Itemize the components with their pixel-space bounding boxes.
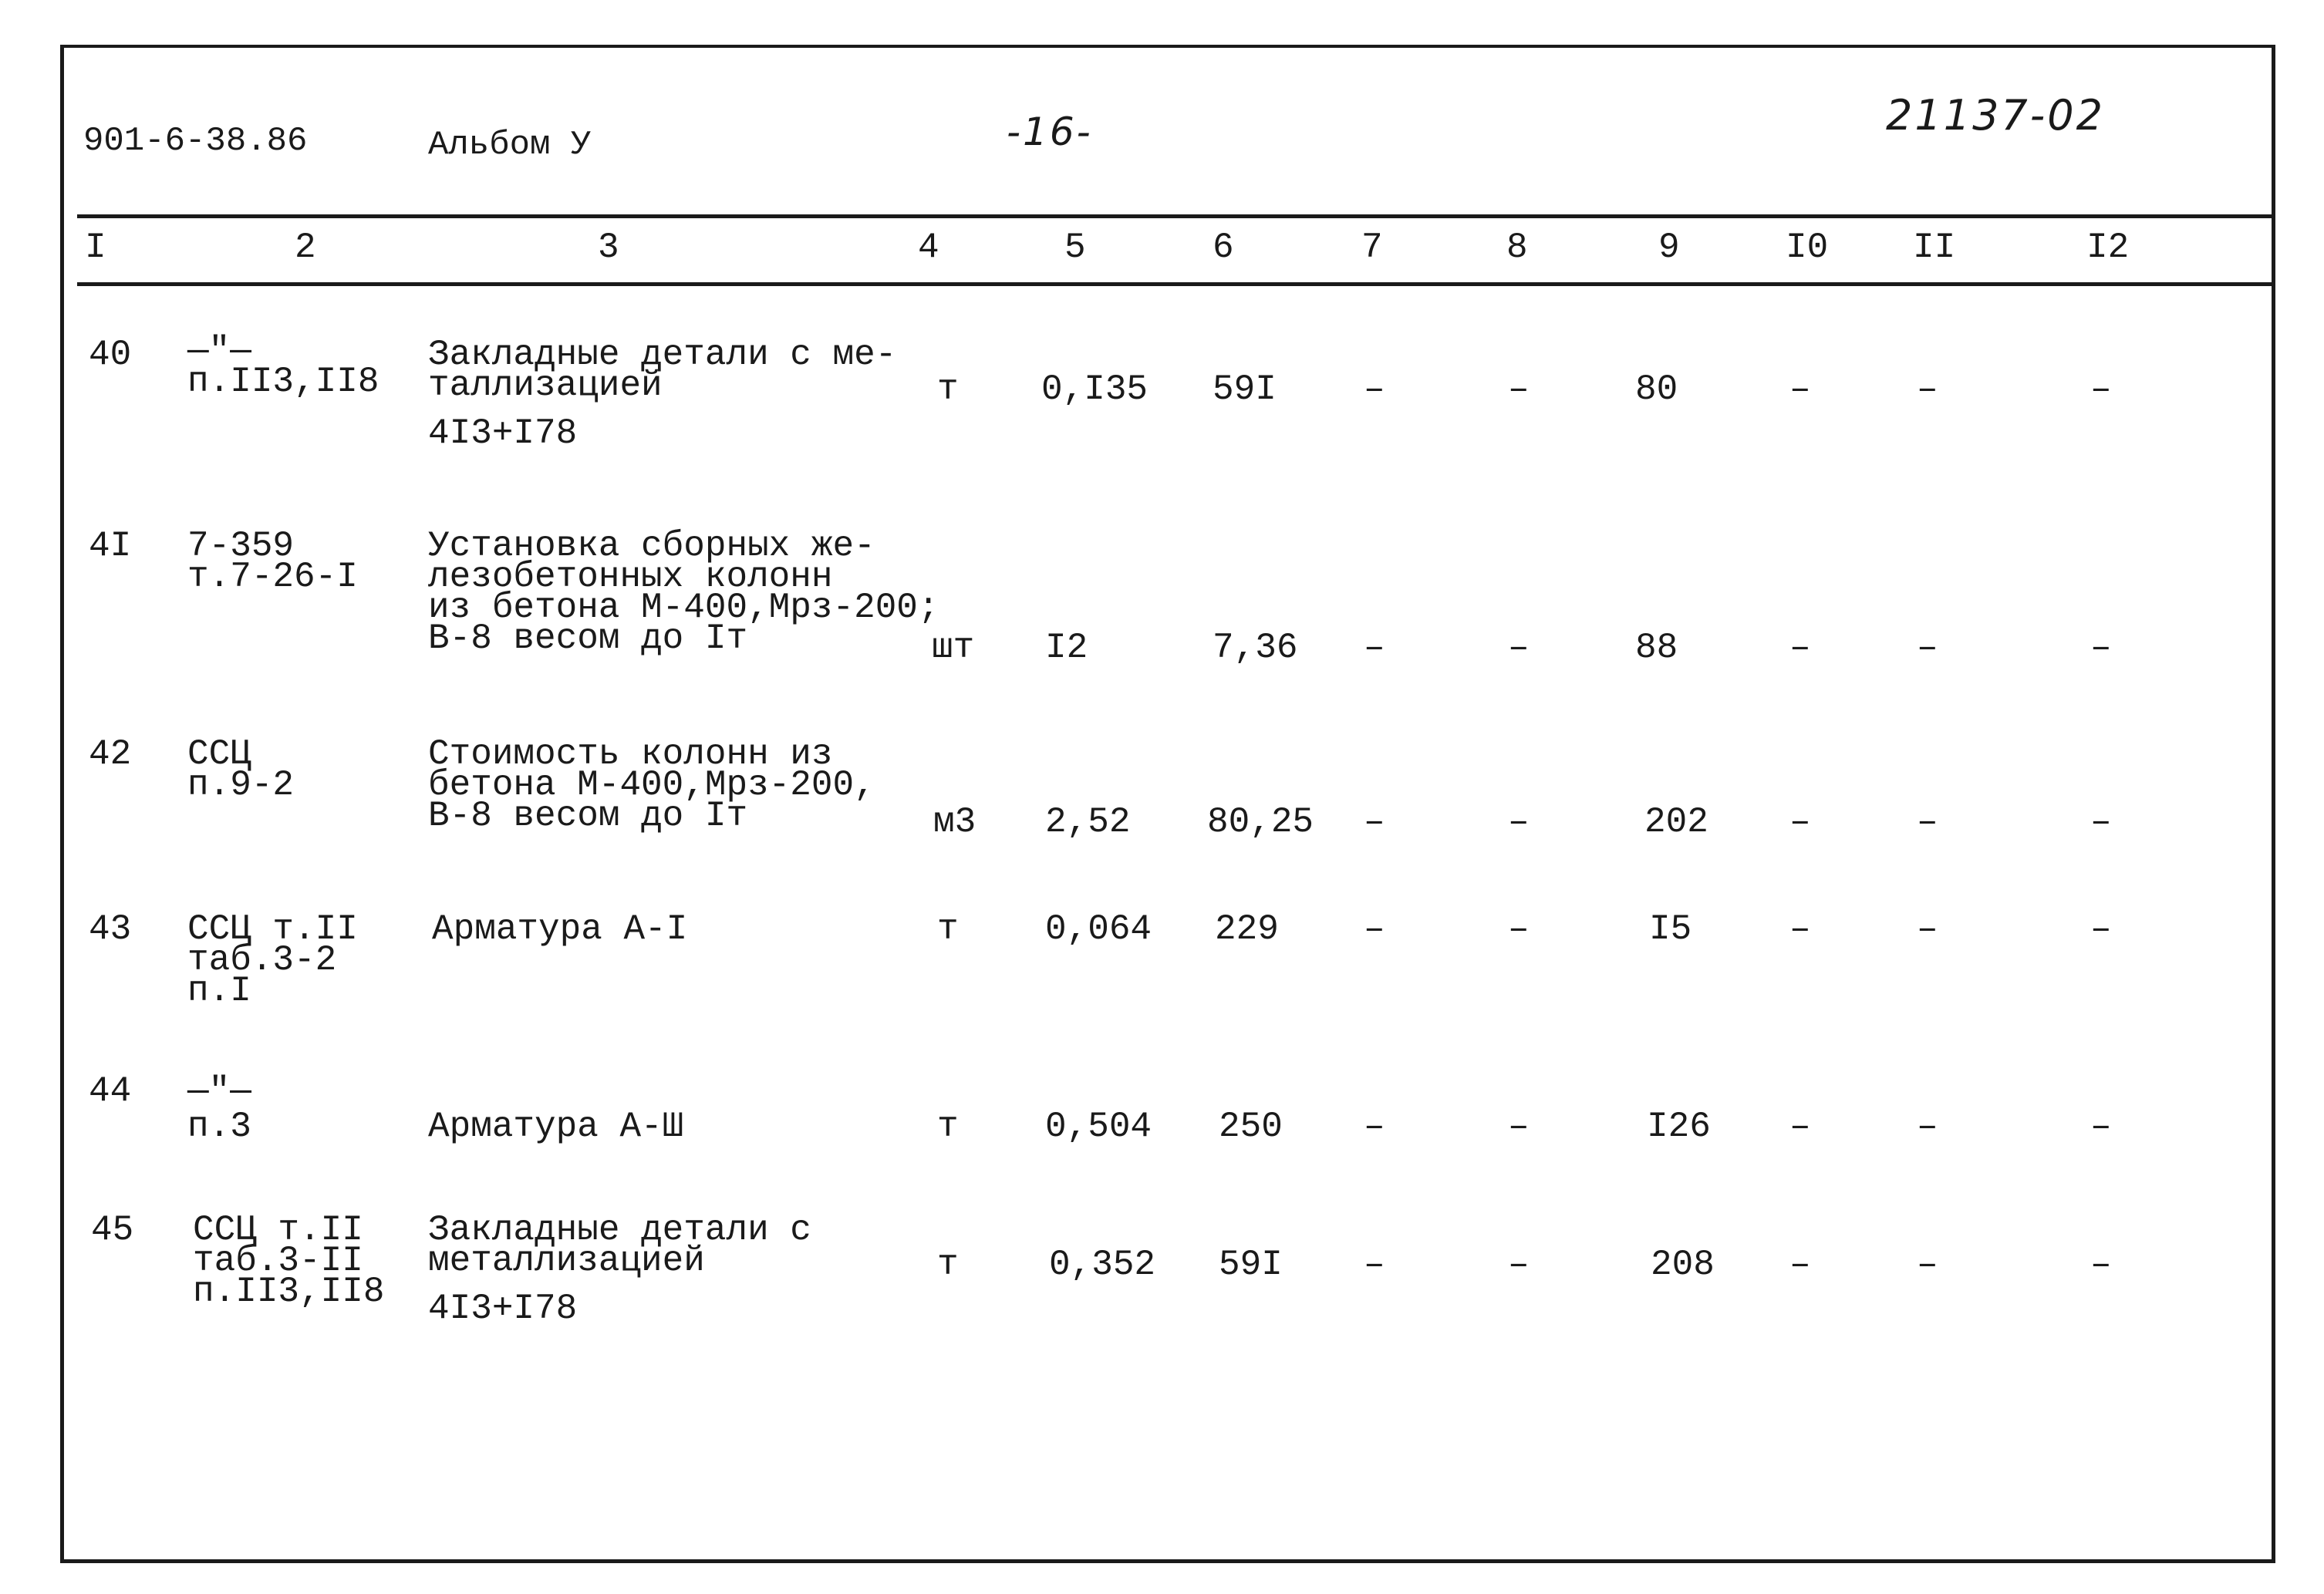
description-line: Закладные детали с [428,1210,811,1250]
col-8: – [1508,1107,1530,1147]
row-number: 43 [89,909,132,949]
row-number: 45 [91,1210,134,1250]
norm-reference-line: таб.3-II [193,1241,363,1281]
col-11: – [1917,1107,1938,1147]
column-number: 4 [918,227,939,268]
column-number: 5 [1064,227,1086,268]
col-7: – [1364,802,1385,842]
unit: т [937,1107,959,1147]
unit-price: 80,25 [1207,802,1314,842]
col-10: – [1789,1245,1811,1285]
unit-price: 229 [1215,909,1279,949]
column-number: 2 [295,227,316,268]
norm-reference [187,526,358,597]
col-11: – [1917,802,1938,842]
col-12: – [2090,1107,2112,1147]
column-number: 3 [598,227,619,268]
page-number: -16- [1007,110,1093,154]
norm-reference-line: п.I [187,971,251,1011]
page-frame [60,45,2275,1563]
norm-reference [187,1071,251,1147]
work-description [428,734,875,836]
col-9: I26 [1647,1107,1711,1147]
norm-reference [187,909,358,1011]
description-line: Арматура А-Ш [428,1107,684,1147]
col-8: – [1508,802,1530,842]
norm-reference [187,331,379,402]
work-description [432,909,688,949]
quantity: 0,I35 [1041,369,1149,409]
col-11: – [1917,369,1938,409]
column-number: I2 [2086,227,2130,268]
quantity: 0,064 [1045,909,1152,949]
col-7: – [1364,369,1385,409]
norm-reference-line: ССЦ т.II [193,1210,363,1250]
norm-reference-line: п.II3,II8 [187,362,379,402]
column-number: 9 [1658,227,1680,268]
archive-stamp: 21137-02 [1886,91,2105,140]
norm-reference-line: —"— [187,1071,251,1111]
col-8: – [1508,628,1530,668]
quantity: I2 [1045,628,1088,668]
col-12: – [2090,1245,2112,1285]
description-line: металлизацией [428,1241,705,1281]
unit: м3 [933,802,976,842]
col-12: – [2090,369,2112,409]
norm-reference-line: т.7-26-I [187,557,358,597]
description-line: 4I3+I78 [428,1289,578,1329]
unit: т [937,909,959,949]
description-line: В-8 весом до Iт [428,618,748,659]
column-number: II [1913,227,1956,268]
album-label: Альбом У [428,126,592,164]
norm-reference-line: ССЦ [187,734,251,774]
norm-reference-line: ССЦ т.II [187,909,358,949]
norm-reference-line: таб.3-2 [187,940,337,980]
unit-price: 59I [1219,1245,1283,1285]
col-10: – [1789,628,1811,668]
work-description [428,1107,684,1147]
column-number: I0 [1786,227,1829,268]
description-line: Установка сборных же- [428,526,875,566]
description-line: бетона М-400,Мрз-200, [428,765,875,805]
description-line: таллизацией [428,366,663,406]
unit-price: 250 [1219,1107,1283,1147]
row-number: 42 [89,734,132,774]
description-line: Стоимость колонн из [428,734,833,774]
col-12: – [2090,802,2112,842]
col-12: – [2090,909,2112,949]
work-description [428,335,897,453]
col-11: – [1917,1245,1938,1285]
norm-reference [193,1210,385,1312]
col-7: – [1364,909,1385,949]
description-line: Арматура А-I [432,909,688,949]
unit-price: 59I [1213,369,1277,409]
unit: т [937,369,959,409]
description-line: Закладные детали с ме- [428,335,897,375]
quantity: 0,504 [1045,1107,1152,1147]
col-9: I5 [1649,909,1692,949]
col-11: – [1917,628,1938,668]
description-line: В-8 весом до Iт [428,796,748,836]
col-9: 202 [1644,802,1708,842]
norm-reference-line: п.II3,II8 [193,1272,385,1312]
column-number: 8 [1506,227,1528,268]
col-7: – [1364,628,1385,668]
unit-price: 7,36 [1213,628,1298,668]
col-10: – [1789,369,1811,409]
col-7: – [1364,1245,1385,1285]
header-rule-bottom [77,282,2272,286]
col-9: 80 [1635,369,1678,409]
col-8: – [1508,909,1530,949]
row-number: 44 [89,1071,132,1111]
norm-reference-line: 7-359 [187,526,295,566]
col-9: 208 [1651,1245,1715,1285]
description-line: из бетона М-400,Мрз-200; [428,588,939,628]
column-number: 7 [1361,227,1383,268]
col-8: – [1508,1245,1530,1285]
description-line: 4I3+I78 [428,413,578,453]
unit: шт [932,628,975,668]
column-number: 6 [1213,227,1234,268]
unit: т [937,1245,959,1285]
norm-reference-line: п.9-2 [187,765,295,805]
quantity: 2,52 [1045,802,1131,842]
col-10: – [1789,909,1811,949]
work-description [428,1210,811,1329]
work-description [428,526,939,659]
norm-reference-line: п.3 [187,1107,251,1147]
row-number: 4I [89,526,132,566]
col-10: – [1789,1107,1811,1147]
col-7: – [1364,1107,1385,1147]
header-rule-top [77,214,2272,218]
col-11: – [1917,909,1938,949]
quantity: 0,352 [1049,1245,1156,1285]
norm-reference-line: —"— [187,331,251,371]
column-number: I [85,227,106,268]
col-9: 88 [1635,628,1678,668]
document-code: 901-6-38.86 [83,122,308,160]
col-12: – [2090,628,2112,668]
col-8: – [1508,369,1530,409]
col-10: – [1789,802,1811,842]
row-number: 40 [89,335,132,375]
norm-reference [187,734,295,805]
description-line: лезобетонных колонн [428,557,833,597]
